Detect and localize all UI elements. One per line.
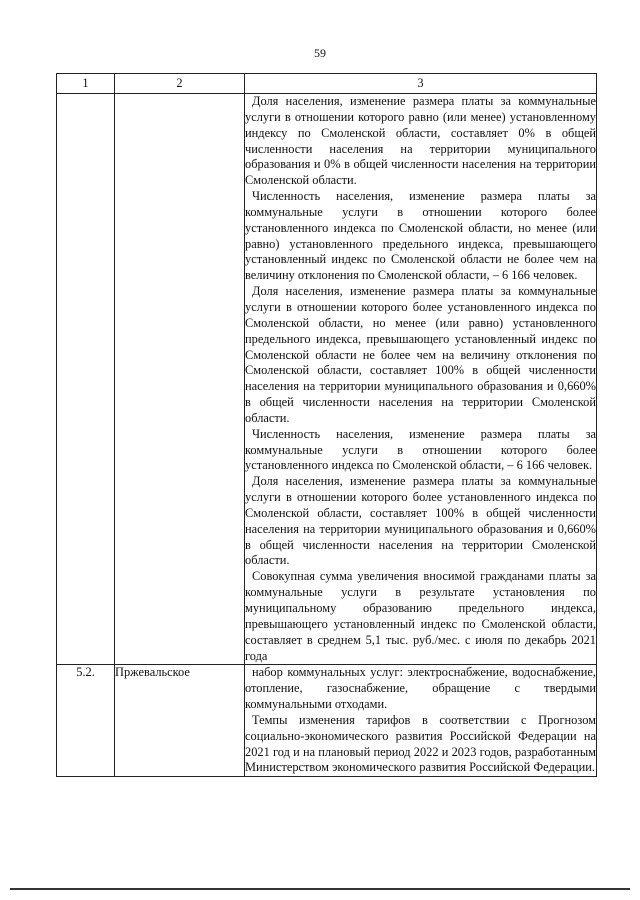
row-description <box>245 94 597 665</box>
column-header-1: 1 <box>57 74 115 94</box>
paragraph: Численность населения, изменение размера платы за коммунальные услуги в отношении которого более установленного индекса по Смоленской области, но менее (или равно) установленного предельного индекса, превышающего установленный индекс по Смоленской области не более чем на величину отклонения по Смоленской области, – 6 166 человек. <box>245 189 596 283</box>
row-number: 5.2. <box>57 665 115 777</box>
table-row <box>57 94 597 665</box>
page-number: 59 <box>314 46 326 60</box>
page-bottom-border <box>10 888 630 890</box>
row-description <box>245 665 597 777</box>
row-number <box>57 94 115 665</box>
paragraph: Совокупная сумма увеличения вносимой гражданами платы за коммунальные услуги в результате установления по муниципальному образованию предельного индекса, превышающего установленный индекс по Смоленской области, составляет в среднем 5,1 тыс. руб./мес. с июля по декабрь 2021 года <box>245 569 596 663</box>
table-row <box>57 665 597 777</box>
column-header-2: 2 <box>115 74 245 94</box>
paragraph: Темпы изменения тарифов в соответствии с Прогнозом социально-экономического развития Российской Федерации на 2021 год и на плановый период 2022 и 2023 годов, разработанным Министерством экономического развития Российской Федерации. <box>245 712 596 775</box>
table-header-row <box>57 74 597 94</box>
settlement-name: Пржевальское <box>115 665 245 777</box>
paragraph: Доля населения, изменение размера платы за коммунальные услуги в отношении которого более установленного индекса по Смоленской области, но менее (или равно) установленного предельного индекса, превышающего установленный индекс по Смоленской области не более чем на величину отклонения по Смоленской области, составляет 100% в общей численности населения на территории муниципального образования и 0,660% в общей численности населения на территории Смоленской области. <box>245 284 596 425</box>
column-header-3: 3 <box>245 74 597 94</box>
settlement-name <box>115 94 245 665</box>
paragraph: Численность населения, изменение размера платы за коммунальные услуги в отношении которого более установленного индекса по Смоленской области, – 6 166 человек. <box>245 426 596 473</box>
paragraph: набор коммунальных услуг: электроснабжение, водоснабжение, отопление, газоснабжение, обращение с твердыми коммунальными отходами. <box>245 665 596 712</box>
paragraph: Доля населения, изменение размера платы за коммунальные услуги в отношении которого равно (или менее) установленному индексу по Смоленской области, составляет 0% в общей численности населения на территории муниципального образования и 0% в общей численности населения на территории Смоленской области. <box>245 94 596 188</box>
paragraph: Доля населения, изменение размера платы за коммунальные услуги в отношении которого более установленного индекса по Смоленской области, составляет 100% в общей численности населения на территории муниципального образования и 0,660% в общей численности населения на территории Смоленской области. <box>245 474 596 568</box>
document-table <box>56 73 597 777</box>
